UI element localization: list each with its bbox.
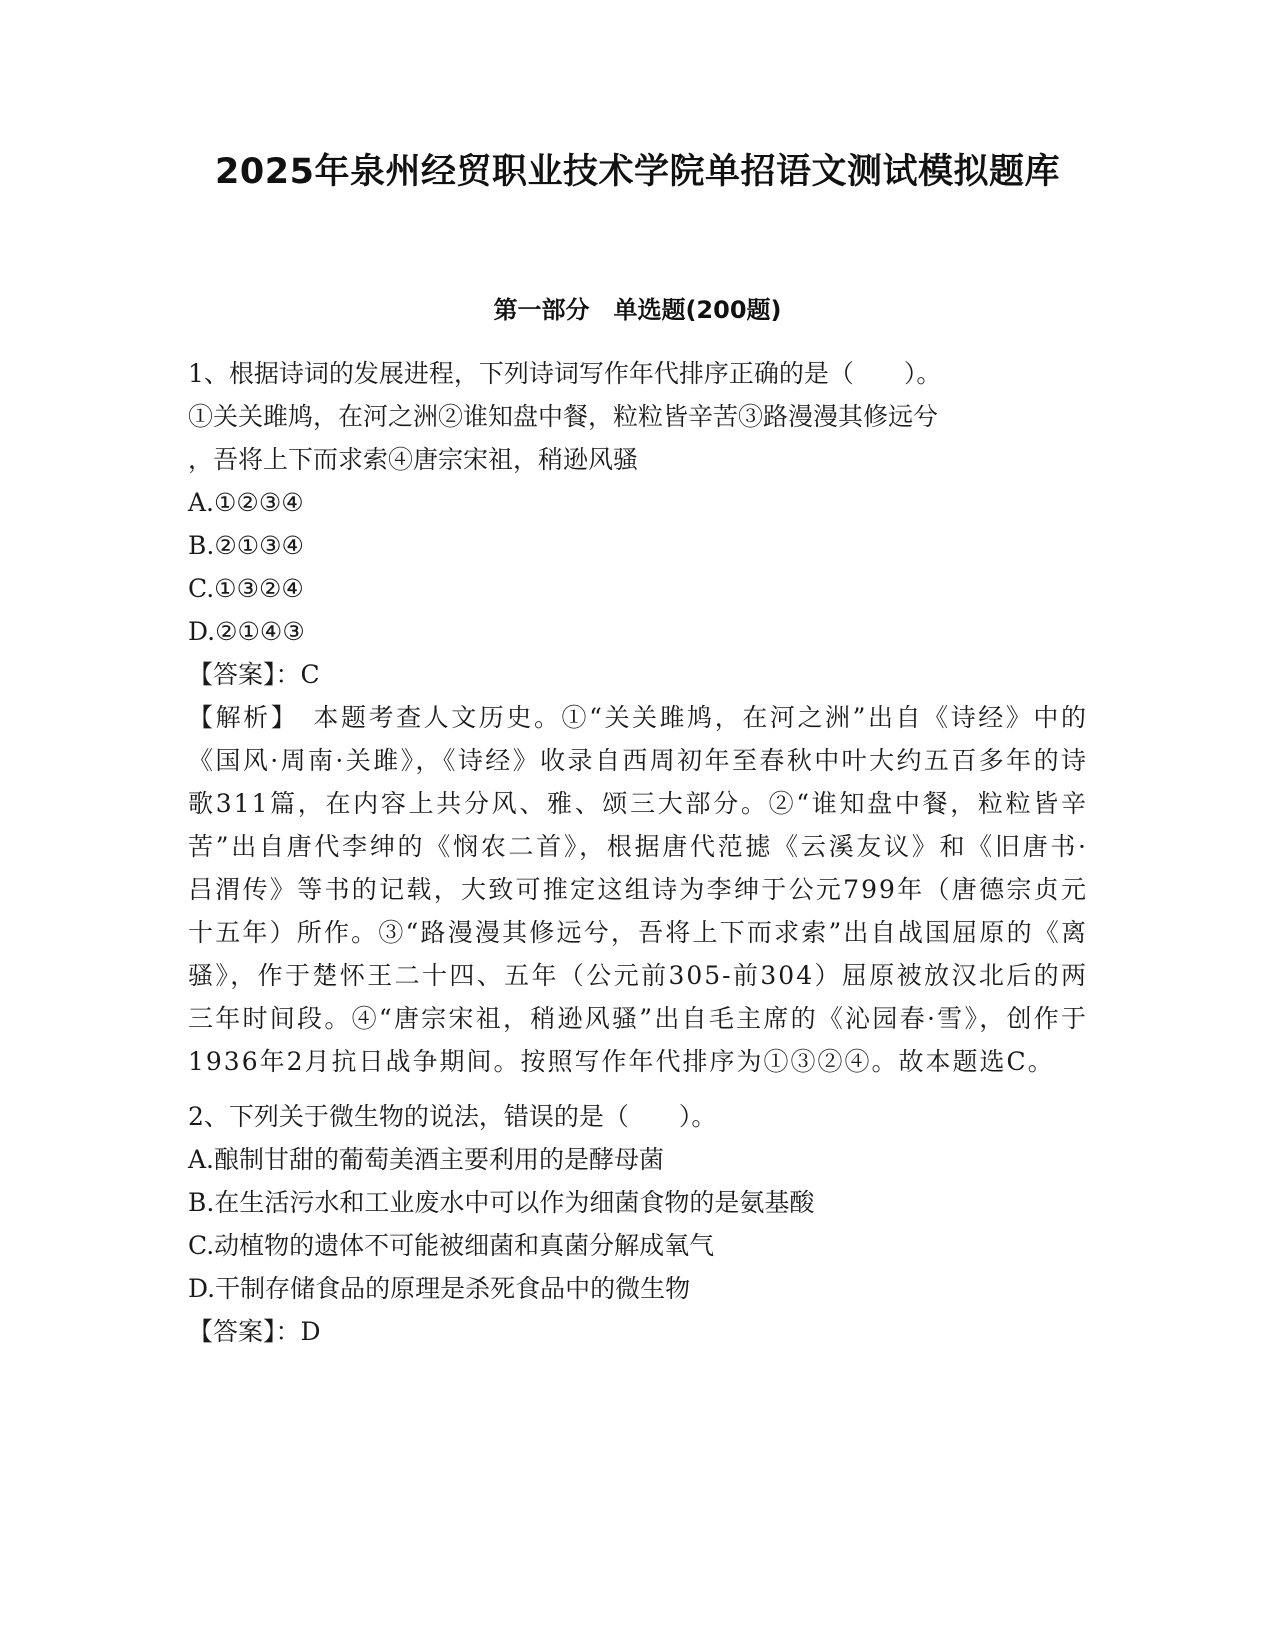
question-stem-line: 2、下列关于微生物的说法，错误的是（ ）。 [188,1102,717,1131]
page-title: 2025年泉州经贸职业技术学院单招语文测试模拟题库 [215,152,1060,192]
option-b: B.在生活污水和工业废水中可以作为细菌食物的是氨基酸 [188,1188,815,1217]
question-stem-line: 1、根据诗词的发展进程，下列诗词写作年代排序正确的是（ ）。 [188,359,942,388]
question-2 [188,1095,1088,1353]
question-list [188,352,1088,1365]
answer: 【答案】：C [188,660,320,689]
option-a: A.酿制甘甜的葡萄美酒主要利用的是酵母菌 [188,1145,665,1174]
option-a: A.①②③④ [188,488,304,517]
analysis: 【解析】 本题考查人文历史。①“关关雎鸠，在河之洲”出自《诗经》中的《国风·周南·关雎》，《诗经》收录自西周初年至春秋中叶大约五百多年的诗歌311篇，在内容上共分风、雅、颂三大部分。②“谁知盘中餐，粒粒皆辛苦”出自唐代李绅的《悯农二首》，根据唐代范摅《云溪友议》和《旧唐书·吕渭传》等书的记载，大致可推定这组诗为李绅于公元799年（唐德宗贞元十五年）所作。③“路漫漫其修远兮，吾将上下而求索”出自战国屈原的《离骚》，作于楚怀王二十四、五年（公元前305-前304）屈原被放汉北后的两三年时间段。④“唐宗宋祖，稍逊风骚”出自毛主席的《沁园春·雪》，创作于1936年2月抗日战争期间。按照写作年代排序为①③②④。故本题选C。 [188,703,1088,1076]
answer: 【答案】：D [188,1317,321,1346]
option-c: C.①③②④ [188,574,304,603]
section-heading: 第一部分 单选题(200题) [493,296,782,324]
question-stem-line: ①关关雎鸠，在河之洲②谁知盘中餐，粒粒皆辛苦③路漫漫其修远兮 [188,402,939,431]
option-d: D.②①④③ [188,617,305,646]
question-stem-line: ，吾将上下而求索④唐宗宋祖，稍逊风骚 [188,445,639,474]
question-1 [188,352,1088,1083]
option-b: B.②①③④ [188,531,304,560]
option-c: C.动植物的遗体不可能被细菌和真菌分解成氧气 [188,1231,715,1260]
option-d: D.干制存储食品的原理是杀死食品中的微生物 [188,1274,691,1303]
